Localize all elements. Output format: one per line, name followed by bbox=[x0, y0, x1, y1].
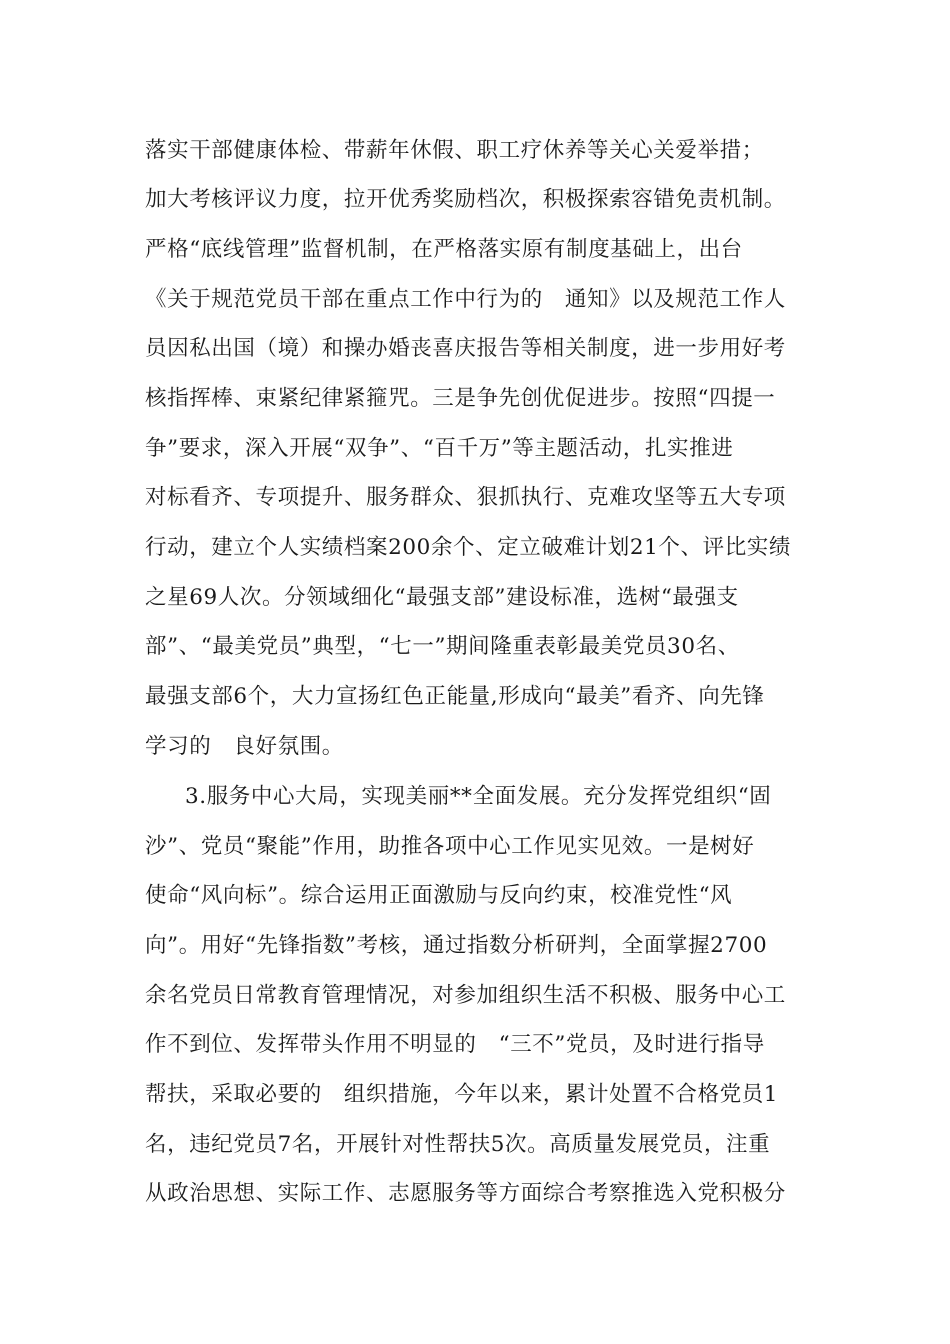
text-line-19: 作不到位、发挥带头作用不明显的 “三不”党员，及时进行指导 bbox=[145, 1032, 765, 1057]
paragraph-heading-3: 3.服务中心大局，实现美丽**全面发展。充分发挥党组织“固 bbox=[185, 784, 772, 809]
text-line-11: 部”、“最美党员”典型，“七一”期间隆重表彰最美党员30名、 bbox=[145, 634, 740, 659]
text-line-4: 《关于规范党员干部在重点工作中行为的 通知》以及规范工作人 bbox=[145, 287, 786, 312]
text-line-5: 员因私出国（境）和操办婚丧喜庆报告等相关制度，进一步用好考 bbox=[145, 336, 786, 361]
text-line-2: 加大考核评议力度，拉开优秀奖励档次，积极探索容错免责机制。 bbox=[145, 187, 786, 212]
text-line-16: 使命“风向标”。综合运用正面激励与反向约束，校准党性“风 bbox=[145, 883, 733, 908]
text-line-21: 名，违纪党员7名，开展针对性帮扶5次。高质量发展党员，注重 bbox=[145, 1132, 771, 1157]
text-line-17: 向”。用好“先锋指数”考核，通过指数分析研判，全面掌握2700 bbox=[145, 933, 768, 958]
text-line-6: 核指挥棒、束紧纪律紧箍咒。三是争先创优促进步。按照“四提一 bbox=[145, 386, 776, 411]
text-line-12: 最强支部6个，大力宣扬红色正能量,形成向“最美”看齐、向先锋 bbox=[145, 684, 765, 709]
text-line-22: 从政治思想、实际工作、志愿服务等方面综合考察推选入党积极分 bbox=[145, 1181, 786, 1206]
text-line-15: 沙”、党员“聚能”作用，助推各项中心工作见实见效。一是树好 bbox=[145, 834, 755, 859]
text-line-18: 余名党员日常教育管理情况，对参加组织生活不积极、服务中心工 bbox=[145, 983, 786, 1008]
text-line-9: 行动，建立个人实绩档案200余个、定立破难计划21个、评比实绩 bbox=[145, 535, 791, 560]
text-line-3: 严格“底线管理”监督机制，在严格落实原有制度基础上，出台 bbox=[145, 237, 743, 262]
text-line-10: 之星69人次。分领域细化“最强支部”建设标准，选树“最强支 bbox=[145, 585, 739, 610]
text-line-1: 落实干部健康体检、带薪年休假、职工疗休养等关心关爱举措； bbox=[145, 138, 764, 163]
text-line-13: 学习的 良好氛围。 bbox=[145, 734, 344, 759]
text-line-7: 争”要求，深入开展“双争”、“百千万”等主题活动，扎实推进 bbox=[145, 436, 734, 461]
text-line-20: 帮扶，采取必要的 组织措施，今年以来，累计处置不合格党员1 bbox=[145, 1082, 779, 1107]
text-line-8: 对标看齐、专项提升、服务群众、狠抓执行、克难攻坚等五大专项 bbox=[145, 485, 786, 510]
